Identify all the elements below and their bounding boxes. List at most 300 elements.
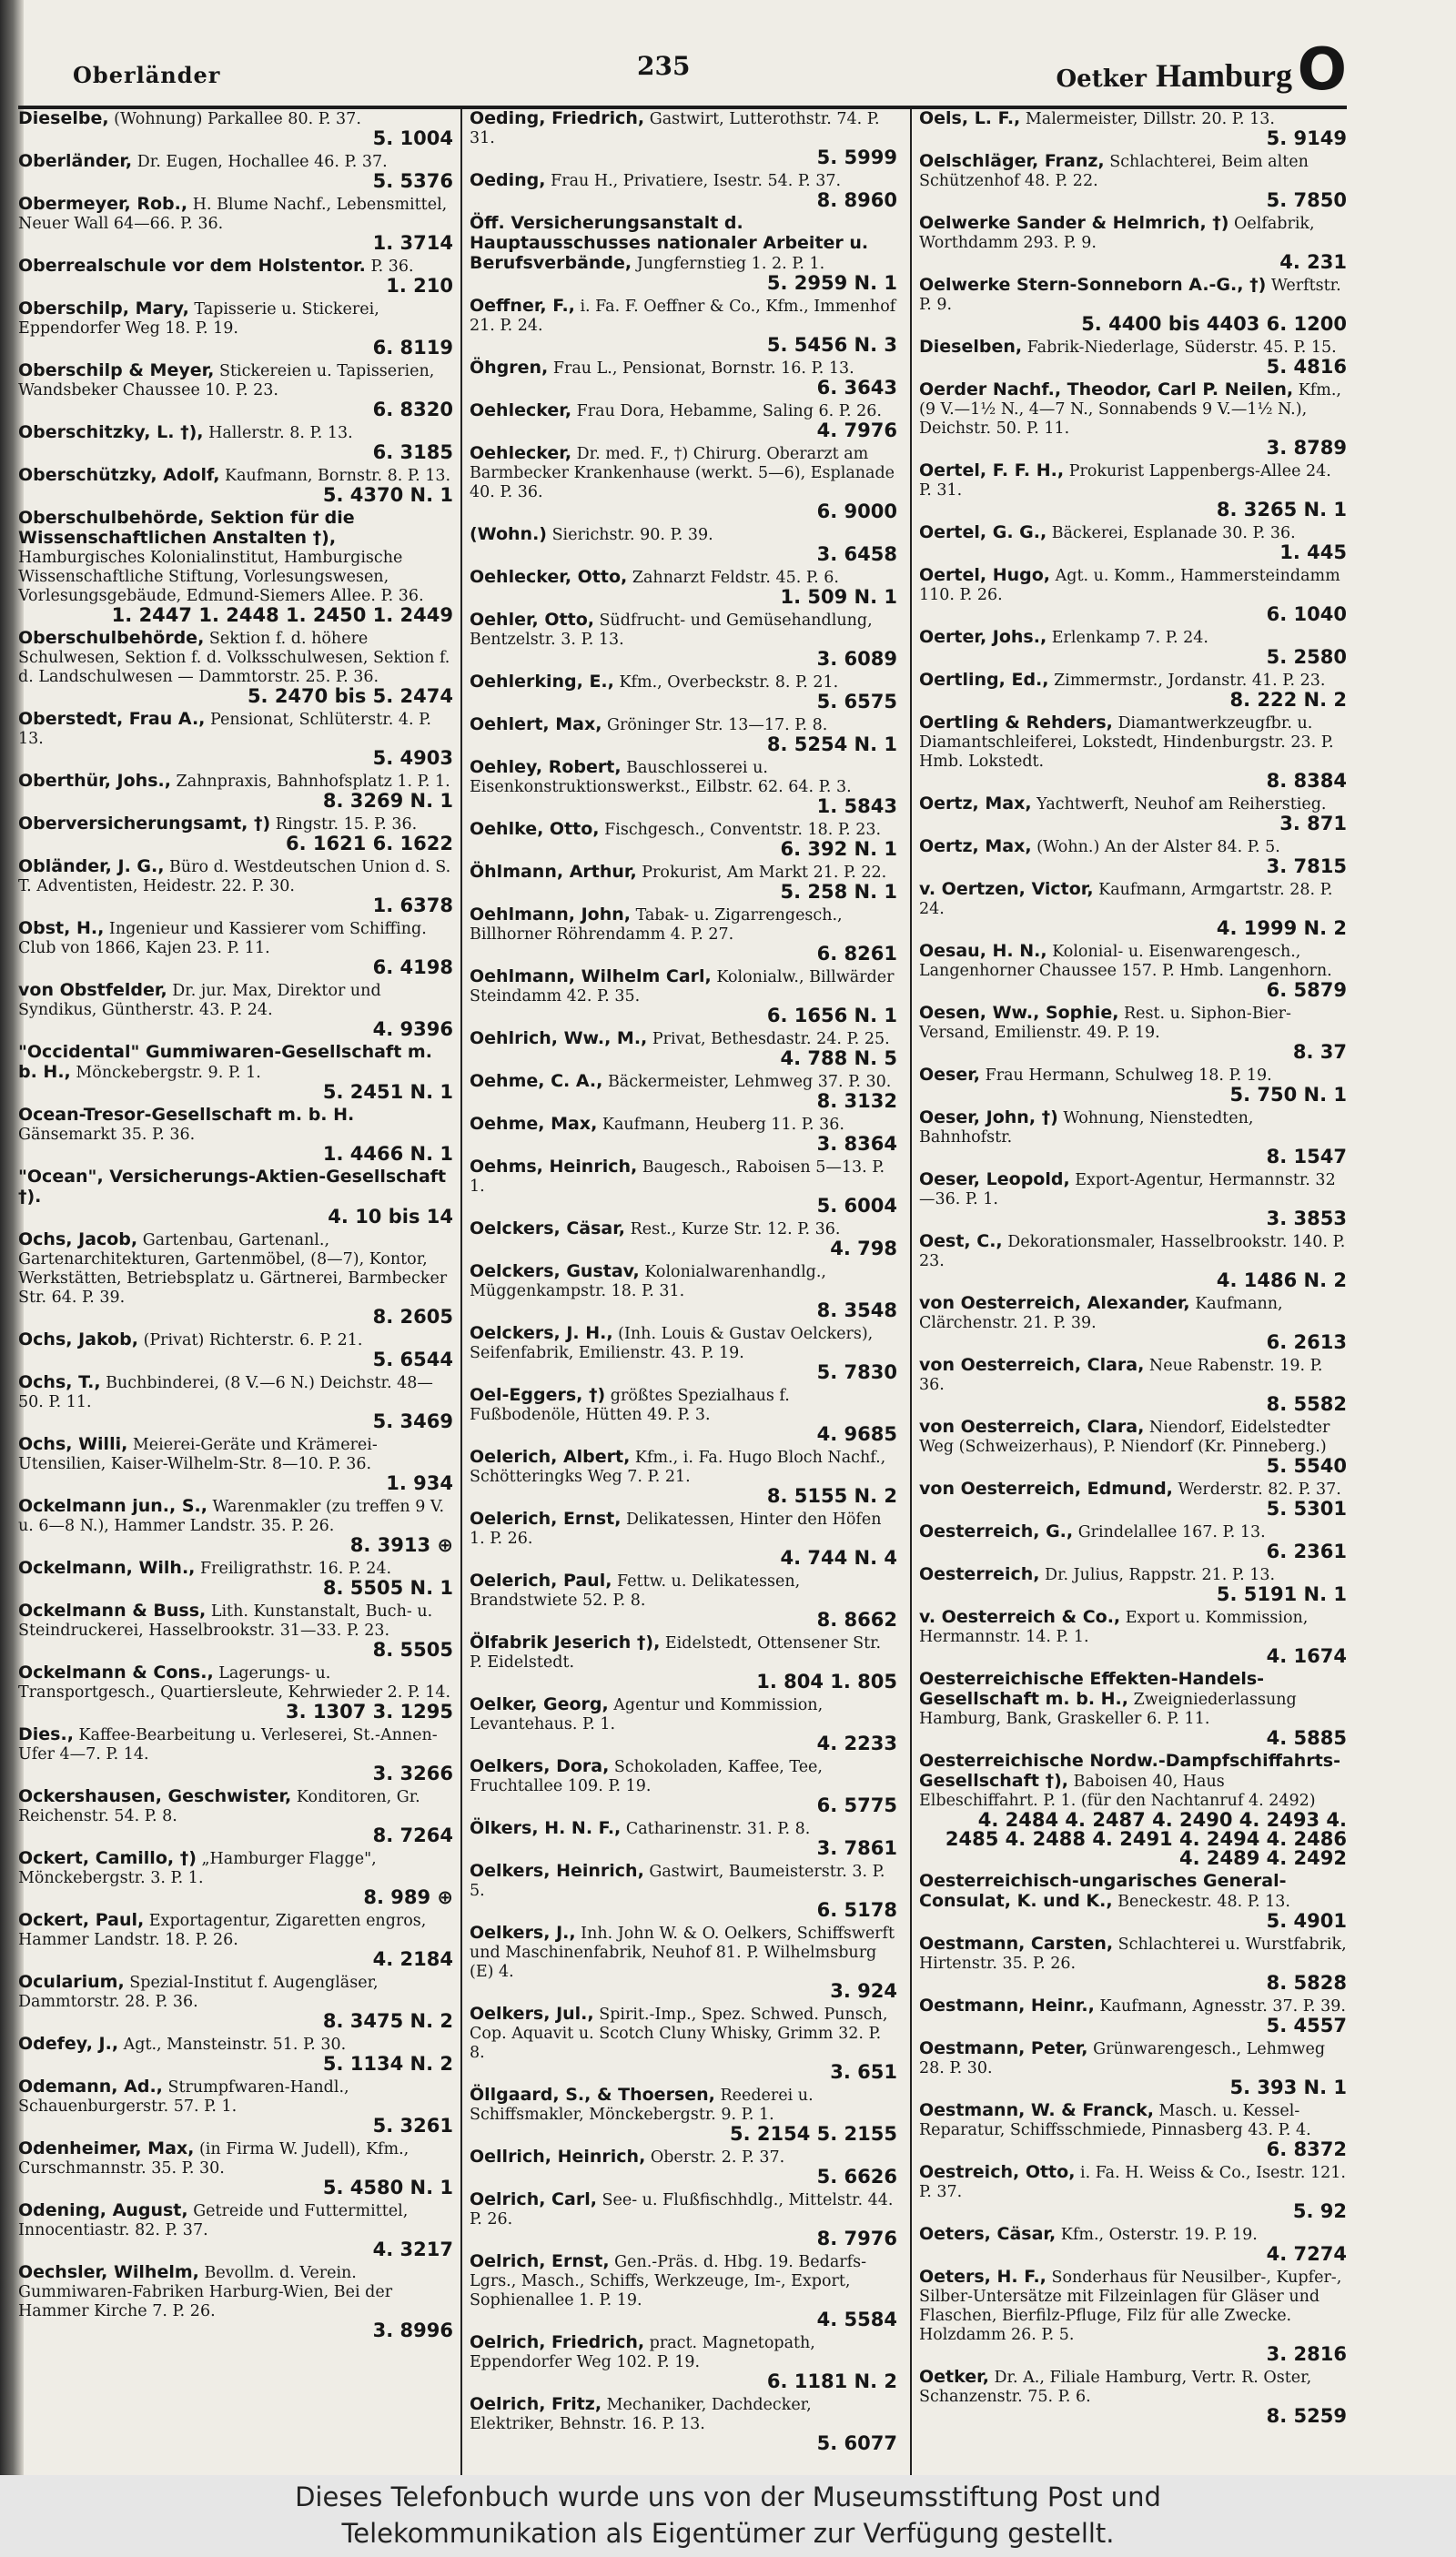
entry-name: Oeser, <box>919 1065 981 1085</box>
entry-detail: Werderstr. 82. P. 37. <box>1178 1481 1341 1499</box>
entry-name: von Oesterreich, Alexander, <box>919 1293 1190 1313</box>
entry-name: Oelkers, Heinrich, <box>470 1861 644 1881</box>
directory-entry <box>18 1973 453 2031</box>
entry-detail: Konditoren, Gr. Reichenstr. 54. P. 8. <box>18 1788 420 1825</box>
directory-entry <box>470 1924 897 2001</box>
entry-detail: Mechaniker, Dachdecker, Elektriker, Behnstr. 16. P. 13. <box>470 2396 812 2433</box>
directory-entry <box>18 299 453 358</box>
entry-name: Odemann, Ad., <box>18 2077 163 2097</box>
directory-entry <box>919 1418 1347 1476</box>
archive-notice-line-2: Telekommunikation als Eigentümer zur Verfügung gestellt. <box>341 2518 1115 2549</box>
directory-entry <box>18 1787 453 1845</box>
entry-phone-number: 8. 7264 <box>372 1824 453 1846</box>
entry-phone-number: 6. 5879 <box>1266 979 1347 1001</box>
entry-name: Ockelmann, Wilh., <box>18 1558 196 1578</box>
entry-detail: Masch. u. Kessel-Reparatur, Schiffsschmiede, Pinnasberg 43. P. 4. <box>919 2102 1311 2139</box>
directory-entry <box>470 401 897 440</box>
entry-phone-number: 8. 5505 N. 1 <box>322 1577 453 1599</box>
entry-name: Oelerich, Paul, <box>470 1571 612 1591</box>
entry-phone-number: 8. 3913 ⊕ <box>349 1534 453 1556</box>
directory-entry <box>470 2252 897 2330</box>
directory-entry <box>470 967 897 1026</box>
entry-name: Odening, August, <box>18 2200 188 2220</box>
entry-name: Oberversicherungsamt, †) <box>18 814 271 834</box>
entry-name: Oelckers, Cäsar, <box>470 1218 626 1238</box>
entry-detail: pract. Magnetopath, Eppendorfer Weg 102. P. 19. <box>470 2334 815 2371</box>
header-city: Hamburg <box>1155 57 1292 94</box>
entry-name: Ockershausen, Geschwister, <box>18 1786 292 1806</box>
entry-phone-number: 4. 7274 <box>1266 2243 1347 2265</box>
entry-phone-number: 3. 8364 <box>816 1133 897 1155</box>
entry-phone-number: 8. 5155 N. 2 <box>766 1485 897 1507</box>
directory-entry <box>919 1294 1347 1352</box>
entry-detail: H. Blume Nachf., Lebensmittel, Neuer Wall 64—66. P. 36. <box>18 196 448 233</box>
entry-name: Oelerich, Albert, <box>470 1447 631 1467</box>
entry-detail: Hallerstr. 8. P. 13. <box>208 424 353 442</box>
directory-entry <box>919 152 1347 210</box>
directory-entry <box>919 837 1347 876</box>
entry-detail: Grünwarengesch., Lehmweg 28. P. 30. <box>919 2040 1326 2077</box>
directory-entry <box>18 1373 453 1431</box>
entry-phone-number: 5. 2451 N. 1 <box>322 1081 453 1103</box>
directory-entry <box>18 629 453 706</box>
directory-entry <box>919 2225 1347 2264</box>
entry-detail: „Hamburger Flagge", Mönckebergstr. 3. P. 1. <box>18 1850 377 1887</box>
entry-name: Ockelmann & Buss, <box>18 1601 207 1621</box>
entry-name: Oeters, H. F., <box>919 2267 1046 2287</box>
entry-name: Oberrealschule vor dem Holstentor. <box>18 256 366 276</box>
directory-entry <box>470 444 897 521</box>
entry-phone-number: 8. 3265 N. 1 <box>1216 499 1347 520</box>
directory-entry <box>18 772 453 811</box>
directory-entry <box>18 2263 453 2340</box>
directory-entry <box>18 1435 453 1493</box>
directory-entry <box>919 1670 1347 1748</box>
directory-column-1 <box>18 109 453 2475</box>
header-last-entry <box>1057 56 1292 95</box>
directory-entry <box>919 338 1347 377</box>
entry-phone-number: 5. 5191 N. 1 <box>1216 1583 1347 1605</box>
entry-name: Oehlecker, Otto, <box>470 567 628 587</box>
entry-phone-number: 1. 4466 N. 1 <box>322 1143 453 1165</box>
entry-detail: Frau H., Privatiere, Isestr. 54. P. 37. <box>551 172 842 190</box>
entry-name: Dieselbe, <box>18 109 109 128</box>
entry-detail: Bauschlosserei u. Eisenkonstruktionswerkst., Eilbstr. 62. 64. P. 3. <box>470 759 852 796</box>
entry-phone-number: 5. 4580 N. 1 <box>322 2177 453 2198</box>
entry-phone-number: 3. 1307 3. 1295 <box>285 1701 453 1723</box>
archive-notice <box>0 2475 1456 2557</box>
entry-name: Oelkers, J., <box>470 1923 576 1943</box>
entry-phone-number: 6. 8320 <box>372 399 453 420</box>
entry-phone-number: 4. 788 N. 5 <box>780 1047 897 1069</box>
entry-phone-number: 6. 1181 N. 2 <box>766 2370 897 2392</box>
directory-entry <box>919 1935 1347 1993</box>
entry-detail: Kaffee-Bearbeitung u. Verleserei, St.-Annen-Ufer 4—7. P. 14. <box>18 1726 438 1764</box>
entry-phone-number: 1. 934 <box>386 1472 453 1494</box>
entry-phone-number: 6. 3185 <box>372 441 453 463</box>
entry-phone-number: 5. 2580 <box>1266 646 1347 668</box>
entry-name: von Obstfelder, <box>18 980 167 1000</box>
entry-name: von Oesterreich, Clara, <box>919 1417 1145 1437</box>
entry-name: v. Oesterreich & Co., <box>919 1607 1121 1627</box>
entry-name: Oertel, Hugo, <box>919 565 1051 585</box>
entry-name: Oehlecker, <box>470 400 572 420</box>
directory-entry <box>18 1230 453 1327</box>
entry-detail: Tapisserie u. Stickerei, Eppendorfer Weg 18. P. 19. <box>18 300 379 338</box>
entry-phone-number: 5. 3469 <box>372 1410 453 1432</box>
directory-entry <box>919 1752 1347 1868</box>
entry-name: Ockert, Paul, <box>18 1910 145 1930</box>
entry-phone-number: 4. 9396 <box>372 1018 453 1040</box>
entry-detail: Privat, Bethesdastr. 24. P. 25. <box>652 1030 890 1048</box>
entry-detail: Schokoladen, Kaffee, Tee, Fruchtallee 109. P. 19. <box>470 1758 823 1795</box>
entry-phone-number: 3. 8789 <box>1266 437 1347 459</box>
entry-phone-number: 6. 2613 <box>1266 1331 1347 1353</box>
directory-entry <box>919 2268 1347 2364</box>
entry-detail: Zahnarzt Feldstr. 45. P. 6. <box>632 569 839 587</box>
directory-entry <box>919 1066 1347 1105</box>
entry-phone-number: 8. 3132 <box>816 1090 897 1112</box>
entry-name: Ockelmann & Cons., <box>18 1663 214 1683</box>
entry-phone-number: 5. 4370 N. 1 <box>322 484 453 506</box>
directory-entry <box>470 1324 897 1382</box>
entry-name: Oest, C., <box>919 1231 1003 1251</box>
entry-detail: Export u. Kommission, Hermannstr. 14. P. 1. <box>919 1609 1309 1646</box>
entry-name: Öllgaard, S., & Thoersen, <box>470 2085 715 2105</box>
entry-detail: P. 36. <box>370 258 414 276</box>
entry-detail: Agt., Mansteinstr. 51. P. 30. <box>123 2036 347 2054</box>
entry-name: Oechsler, Wilhelm, <box>18 2262 199 2282</box>
entry-phone-number: 4. 5885 <box>1266 1727 1347 1749</box>
entry-detail: Kaufmann, Bornstr. 8. P. 13. <box>225 467 451 485</box>
entry-name: Oeding, <box>470 170 546 190</box>
entry-name: Oelckers, Gustav, <box>470 1261 640 1281</box>
entry-name: Oehlmann, Wilhelm Carl, <box>470 966 712 986</box>
entry-name: Ochs, T., <box>18 1372 101 1392</box>
entry-phone-number: 4. 1486 N. 2 <box>1216 1269 1347 1291</box>
entry-detail: Baboisen 40, Haus Elbeschiffahrt. P. 1. (für den Nachtanruf 4. 2492) <box>919 1773 1316 1810</box>
entry-phone-number: 3. 7861 <box>816 1837 897 1859</box>
directory-entry <box>919 1522 1347 1561</box>
entry-phone-number: 1. 210 <box>386 275 453 297</box>
entry-name: Oellrich, Heinrich, <box>470 2147 646 2167</box>
entry-detail: Fabrik-Niederlage, Süderstr. 45. P. 15. <box>1026 339 1337 357</box>
entry-detail: Grindelallee 167. P. 13. <box>1077 1523 1266 1541</box>
entry-phone-number: 1. 804 1. 805 <box>756 1671 897 1693</box>
entry-detail: Pensionat, Schlüterstr. 4. P. 13. <box>18 711 431 748</box>
entry-detail: größtes Spezialhaus f. Fußbodenöle, Hütten 49. P. 3. <box>470 1387 790 1424</box>
entry-detail: Stickereien u. Tapisserien, Wandsbeker Chaussee 10. P. 23. <box>18 362 435 399</box>
directory-entry <box>919 109 1347 148</box>
entry-phone-number: 5. 4901 <box>1266 1910 1347 1932</box>
entry-name: Oesau, H. N., <box>919 941 1047 961</box>
entry-detail: Dr. med. F., †) Chirurg. Oberarzt am Barmbecker Krankenhause (werkt. 5—6), Esplanade 40. P. 36. <box>470 445 895 501</box>
directory-entry <box>919 2039 1347 2097</box>
directory-entry <box>18 1849 453 1907</box>
entry-phone-number: 3. 3853 <box>1266 1208 1347 1229</box>
entry-detail: Bäckermeister, Lehmweg 37. P. 30. <box>607 1073 892 1091</box>
directory-entry <box>18 1330 453 1369</box>
directory-entry <box>18 1725 453 1784</box>
entry-detail: Oelfabrik, Worthdamm 293. P. 9. <box>919 215 1315 252</box>
directory-entry <box>470 297 897 355</box>
header-index-letter: O <box>1297 36 1347 104</box>
directory-entry <box>470 1510 897 1568</box>
entry-name: Oehme, C. A., <box>470 1071 603 1091</box>
directory-entry <box>919 1565 1347 1604</box>
entry-name: Oestmann, Carsten, <box>919 1934 1114 1954</box>
entry-phone-number: 1. 5843 <box>816 795 897 817</box>
entry-detail: Prokurist Lappenbergs-Allee 24. P. 31. <box>919 462 1331 500</box>
entry-name: Oelkers, Jul., <box>470 2004 594 2024</box>
entry-detail: Kfm., (9 V.—1½ N., 4—7 N., Sonnabends 9 V.—1½ N.), Deichstr. 50. P. 11. <box>919 381 1341 438</box>
entry-name: von Oesterreich, Clara, <box>919 1355 1145 1375</box>
entry-name: Oelrich, Ernst, <box>470 2251 610 2271</box>
entry-name: "Occidental" Gummiwaren-Gesellschaft m. b. H., <box>18 1042 432 1082</box>
directory-entry <box>470 2190 897 2249</box>
entry-phone-number: 1. 6378 <box>372 894 453 916</box>
entry-name: Oestmann, Peter, <box>919 2038 1088 2058</box>
entry-phone-number: 6. 8261 <box>816 943 897 965</box>
directory-entry <box>18 2035 453 2074</box>
entry-phone-number: 5. 6004 <box>816 1195 897 1217</box>
entry-detail: (Inh. Louis & Gustav Oelckers), Seifenfabrik, Emilienstr. 43. P. 19. <box>470 1325 874 1362</box>
entry-detail: Dr. jur. Max, Direktor und Syndikus, Güntherstr. 43. P. 24. <box>18 982 381 1019</box>
entry-phone-number: 4. 798 <box>830 1238 897 1259</box>
entry-name: Oberschulbehörde, Sektion für die Wissenschaftlichen Anstalten †), <box>18 508 355 548</box>
entry-name: Dies., <box>18 1724 74 1744</box>
archive-notice-line-1: Dieses Telefonbuch wurde uns von der Museumsstiftung Post und <box>295 2481 1161 2512</box>
entry-name: Oelschläger, Franz, <box>919 151 1105 171</box>
entry-name: Oertling & Rehders, <box>919 713 1113 733</box>
entry-phone-number: 6. 2361 <box>1266 1541 1347 1562</box>
directory-entry <box>470 214 897 293</box>
directory-entry <box>919 1872 1347 1931</box>
directory-entry <box>919 942 1347 1000</box>
entry-detail: Rest., Kurze Str. 12. P. 36. <box>630 1220 841 1238</box>
entry-name: "Ocean", Versicherungs-Aktien-Gesellschaft †). <box>18 1167 447 1207</box>
entry-detail: Kolonialw., Billwärder Steindamm 42. P. 35. <box>470 968 895 1006</box>
entry-detail: Dr. Eugen, Hochallee 46. P. 37. <box>136 153 388 171</box>
entry-phone-number: 5. 9149 <box>1266 127 1347 149</box>
entry-detail: Gastwirt, Lutterothstr. 74. P. 31. <box>470 110 880 147</box>
entry-name: Oeffner, F., <box>470 296 575 316</box>
entry-phone-number: 5. 4400 bis 4403 6. 1200 <box>1081 313 1347 335</box>
directory-entry <box>470 1448 897 1506</box>
entry-detail: Dekorationsmaler, Hasselbrookstr. 140. P. 23. <box>919 1233 1346 1270</box>
directory-entry <box>470 1862 897 1920</box>
entry-phone-number: 4. 3217 <box>372 2239 453 2260</box>
entry-name: Dieselben, <box>919 337 1023 357</box>
entry-name: Oeding, Friedrich, <box>470 109 645 128</box>
entry-detail: (in Firma W. Judell), Kfm., Curschmannstr. 35. P. 30. <box>18 2140 410 2178</box>
entry-phone-number: 3. 871 <box>1279 813 1347 834</box>
entry-phone-number: 4. 744 N. 4 <box>780 1547 897 1569</box>
entry-name: Oehlert, Max, <box>470 714 602 734</box>
directory-entry <box>470 1386 897 1444</box>
entry-phone-number: 3. 3266 <box>372 1763 453 1784</box>
entry-detail: Dr. A., Filiale Hamburg, Vertr. R. Oster, Schanzenstr. 75. P. 6. <box>919 2369 1312 2406</box>
entry-name: Ockert, Camillo, †) <box>18 1848 197 1868</box>
entry-detail: Fischgesch., Conventstr. 18. P. 23. <box>604 821 882 839</box>
entry-name: Oelwerke Sander & Helmrich, †) <box>919 213 1229 233</box>
entry-name: Oeser, John, †) <box>919 1107 1058 1127</box>
entry-phone-number: 8. 3548 <box>816 1299 897 1321</box>
entry-detail: i. Fa. H. Weiss & Co., Isestr. 121. P. 37. <box>919 2164 1346 2201</box>
entry-phone-number: 8. 7976 <box>816 2228 897 2249</box>
entry-phone-number: 6. 8119 <box>372 337 453 359</box>
entry-name: Öff. Versicherungsanstalt d. Hauptausschusses nationaler Arbeiter u. Berufsverbände, <box>470 213 869 273</box>
entry-phone-number: 5. 1134 N. 2 <box>322 2053 453 2075</box>
entry-phone-number: 4. 2233 <box>816 1733 897 1754</box>
entry-phone-number: 8. 5259 <box>1266 2405 1347 2427</box>
entry-phone-number: 1. 445 <box>1279 541 1347 563</box>
entry-detail: Baugesch., Raboisen 5—13. P. 1. <box>470 1158 885 1196</box>
entry-name: Oehler, Otto, <box>470 610 594 630</box>
directory-entry <box>919 2368 1347 2426</box>
entry-detail: Fettw. u. Delikatessen, Brandstwiete 52. P. 8. <box>470 1572 801 1610</box>
entry-detail: Rest. u. Siphon-Bier-Versand, Emilienstr. 49. P. 19. <box>919 1005 1291 1042</box>
entry-name: Ocularium, <box>18 1972 125 1992</box>
entry-phone-number: 3. 2816 <box>1266 2343 1347 2365</box>
directory-entry <box>18 109 453 148</box>
directory-entry <box>18 1043 453 1102</box>
entry-phone-number: 3. 651 <box>830 2061 897 2083</box>
entry-name: Oesterreichische Nordw.-Dampfschiffahrts-Gesellschaft †), <box>919 1751 1340 1791</box>
directory-entry <box>470 863 897 902</box>
entry-phone-number: 5. 4816 <box>1266 356 1347 378</box>
entry-phone-number: 3. 6089 <box>816 648 897 670</box>
entry-detail: Prokurist, Am Markt 21. P. 22. <box>642 864 887 882</box>
directory-entry <box>919 276 1347 334</box>
entry-phone-number: 5. 6077 <box>816 2432 897 2454</box>
entry-detail: Kfm., Osterstr. 19. P. 19. <box>1060 2226 1258 2244</box>
entry-name: Oehley, Robert, <box>470 757 622 777</box>
entry-name: Oelkers, Dora, <box>470 1756 610 1776</box>
page-number: 235 <box>637 51 691 81</box>
entry-detail: Kolonial- u. Eisenwarengesch., Langenhorner Chaussee 157. P. Hmb. Langenhorn. <box>919 943 1332 980</box>
directory-entry <box>18 1663 453 1722</box>
entry-phone-number: 4. 231 <box>1279 251 1347 273</box>
entry-name: Oertel, F. F. H., <box>919 460 1065 480</box>
entry-detail: Getreide und Futtermittel, Innocentiastr. 82. P. 37. <box>18 2202 409 2239</box>
entry-detail: Oberstr. 2. P. 37. <box>650 2148 785 2167</box>
entry-phone-number: 4. 1999 N. 2 <box>1216 917 1347 939</box>
entry-detail: Agentur und Kommission, Levantehaus. P. 1. <box>470 1696 824 1733</box>
directory-entry <box>470 1157 897 1216</box>
entry-detail: Zahnpraxis, Bahnhofsplatz 1. P. 1. <box>176 773 450 791</box>
directory-entry <box>919 566 1347 624</box>
directory-entry <box>18 919 453 977</box>
entry-name: Oehlke, Otto, <box>470 819 600 839</box>
directory-entry <box>18 1167 453 1227</box>
entry-detail: Ringstr. 15. P. 36. <box>275 815 418 834</box>
directory-entry <box>919 1608 1347 1666</box>
entry-detail: Ingenieur und Kassierer vom Schiffing. Club von 1866, Kajen 23. P. 11. <box>18 920 427 957</box>
entry-name: Oerter, Johs., <box>919 627 1047 647</box>
entry-detail: Südfrucht- und Gemüsehandlung, Bentzelstr. 3. P. 13. <box>470 611 873 649</box>
entry-detail: Reederei u. Schiffsmakler, Mönckebergstr. 9. P. 1. <box>470 2087 814 2124</box>
entry-name: Obermeyer, Rob., <box>18 194 188 214</box>
entry-detail: (Privat) Richterstr. 6. P. 21. <box>143 1331 363 1349</box>
entry-detail: Niendorf, Eidelstedter Weg (Schweizerhaus), P. Niendorf (Kr. Pinneberg.) <box>919 1419 1330 1456</box>
entry-phone-number: 3. 924 <box>830 1980 897 2002</box>
directory-entry <box>470 611 897 669</box>
entry-name: Oertz, Max, <box>919 793 1032 814</box>
entry-detail: (Wohn.) An der Alster 84. P. 5. <box>1036 838 1280 856</box>
entry-detail: Diamantwerkzeugfbr. u. Diamantschleiferei, Lokstedt, Hindenburgstr. 23. P. Hmb. Lokstedt. <box>919 714 1334 771</box>
entry-detail: i. Fa. F. Oeffner & Co., Kfm., Immenhof 21. P. 24. <box>470 298 896 335</box>
entry-detail: Gänsemarkt 35. P. 36. <box>18 1126 196 1144</box>
directory-entry <box>470 2395 897 2453</box>
directory-entry <box>18 1602 453 1660</box>
entry-name: Oelker, Georg, <box>470 1694 609 1714</box>
entry-phone-number: 6. 1656 N. 1 <box>766 1005 897 1026</box>
entry-phone-number: 5. 1004 <box>372 127 453 149</box>
entry-name: Ockelmann jun., S., <box>18 1496 207 1516</box>
entry-detail: Neue Rabenstr. 19. P. 36. <box>919 1357 1323 1394</box>
directory-entry <box>470 2333 897 2391</box>
entry-detail: Schlachterei, Beim alten Schützenhof 48. P. 22. <box>919 153 1309 190</box>
entry-detail: Gröninger Str. 13—17. P. 8. <box>607 716 828 734</box>
directory-entry <box>919 2163 1347 2221</box>
entry-phone-number: 4. 5584 <box>816 2309 897 2330</box>
entry-phone-number: 5. 6626 <box>816 2166 897 2188</box>
entry-name: Ocean-Tresor-Gesellschaft m. b. H. <box>18 1105 355 1125</box>
entry-detail: Tabak- u. Zigarrengesch., Billhorner Röhrendamm 4. P. 27. <box>470 906 843 944</box>
entry-detail: Kfm., i. Fa. Hugo Bloch Nachf., Schötteringks Weg 7. P. 21. <box>470 1449 886 1486</box>
directory-entry <box>470 1757 897 1815</box>
directory-entry <box>919 2101 1347 2159</box>
entry-detail: Inh. John W. & O. Oelkers, Schiffswerft und Maschinenfabrik, Neuhof 81. P. Wilhelmsburg (E) 4. <box>470 1925 895 1981</box>
entry-name: Oeser, Leopold, <box>919 1169 1070 1189</box>
directory-entry <box>470 1219 897 1258</box>
directory-entry <box>919 1996 1347 2036</box>
entry-phone-number: 8. 8384 <box>1266 770 1347 792</box>
entry-phone-number: 5. 5376 <box>372 170 453 192</box>
entry-name: Oehme, Max, <box>470 1114 598 1134</box>
directory-entry <box>470 1819 897 1858</box>
entry-phone-number: 8. 8662 <box>816 1609 897 1631</box>
entry-phone-number: 4. 10 bis 14 <box>328 1206 453 1228</box>
directory-entry <box>919 461 1347 520</box>
entry-detail: Bäckerei, Esplanade 30. P. 36. <box>1051 524 1296 542</box>
entry-detail: Gartenbau, Gartenanl., Gartenarchitekturen, Gartenmöbel, (8—7), Kontor, Werkstätten, Betriebsplatz u. Gärtnerei, Barmbecker Str. 64. P. 39. <box>18 1231 448 1307</box>
directory-entry <box>919 794 1347 834</box>
entry-detail: Kaufmann, Agnesstr. 37. P. 39. <box>1099 1997 1346 2016</box>
entry-name: Oelckers, J. H., <box>470 1323 613 1343</box>
entry-phone-number: 6. 392 N. 1 <box>780 838 897 860</box>
entry-name: Oestmann, Heinr., <box>919 1996 1095 2016</box>
entry-name: Oehlecker, <box>470 443 572 463</box>
entry-phone-number: 8. 5254 N. 1 <box>766 733 897 755</box>
entry-name: Oelrich, Friedrich, <box>470 2332 645 2352</box>
entry-detail: Exportagentur, Zigaretten engros, Hammer Landstr. 18. P. 26. <box>18 1912 427 1949</box>
entry-name: Oesterreichische Effekten-Handels-Gesellschaft m. b. H., <box>919 1669 1265 1709</box>
directory-entry <box>18 1106 453 1164</box>
entry-name: Odefey, J., <box>18 2034 119 2054</box>
entry-name: Oberschützky, Adolf, <box>18 465 220 485</box>
entry-detail: (Wohnung) Parkallee 80. P. 37. <box>114 110 361 128</box>
directory-entry <box>919 1480 1347 1519</box>
entry-detail: Zimmermstr., Jordanstr. 41. P. 23. <box>1054 672 1326 690</box>
entry-detail: Kaufmann, Heuberg 11. P. 36. <box>602 1116 844 1134</box>
directory-entry <box>18 857 453 915</box>
directory-entry <box>470 109 897 167</box>
directory-entry <box>470 1072 897 1111</box>
entry-detail: Spezial-Institut f. Augengläser, Dammtorstr. 28. P. 36. <box>18 1974 379 2011</box>
entry-name: Oehlmann, John, <box>470 905 631 925</box>
